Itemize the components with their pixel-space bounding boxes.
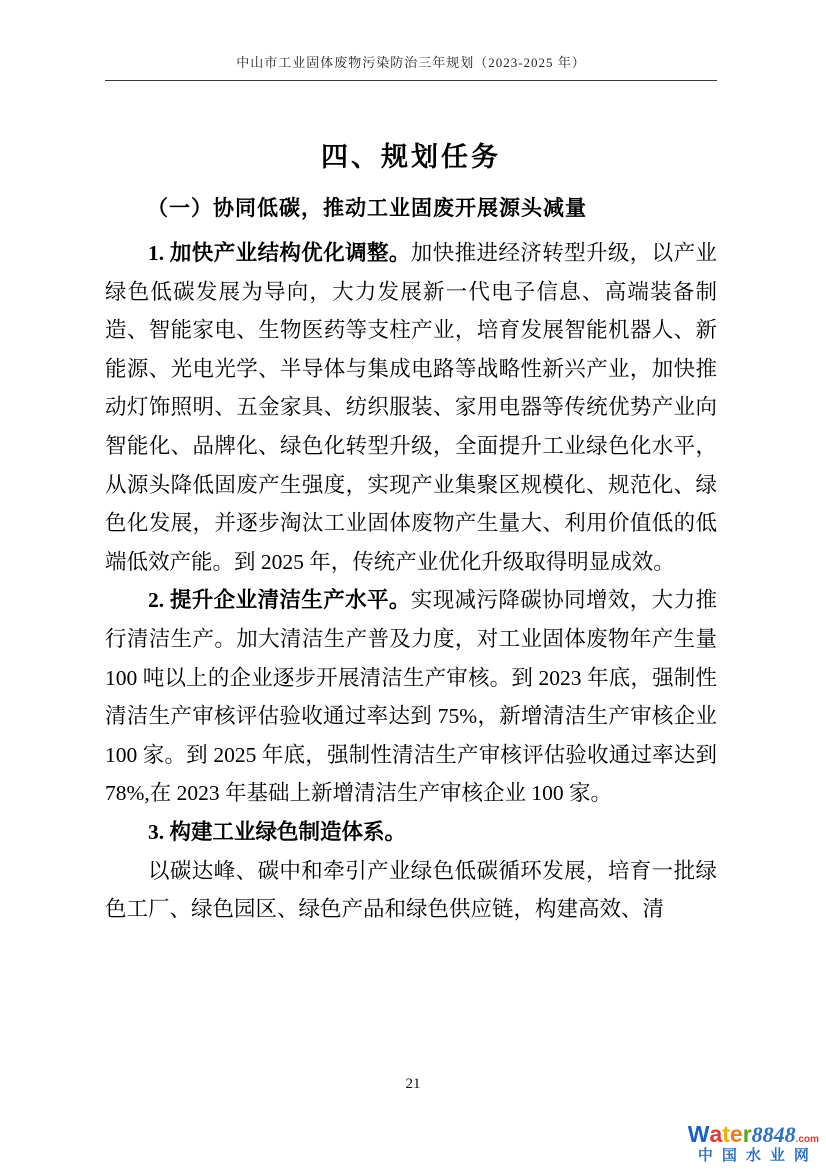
paragraph-2-text: 实现减污降碳协同增效，大力推行清洁生产。加大清洁生产普及力度，对工业固体废物年产生量 100 吨以上的企业逐步开展清洁生产审核。到 2023 年底，强制性清洁生产审核评估验收通过率达到 75%，新增清洁生产审核企业 100 家。到 2025 年底，强制性清洁生产审核评估验收通过率达到 78%,在 2023 年基础上新增清洁生产审核企业 100 家。 bbox=[105, 588, 717, 806]
water8848-watermark bbox=[688, 1122, 819, 1164]
running-title: 中山市工业固体废物污染防治三年规划（2023-2025 年） bbox=[236, 55, 586, 70]
watermark-letter: e bbox=[729, 1121, 743, 1148]
section-title: 四、规划任务 bbox=[321, 142, 501, 172]
paragraph-3-lead: 3. 构建工业绿色制造体系。 bbox=[148, 819, 407, 844]
paragraph-2-lead: 2. 提升企业清洁生产水平。 bbox=[148, 588, 411, 613]
watermark-subtitle: 中国水业网 bbox=[697, 1147, 818, 1165]
page-number: 21 bbox=[405, 1076, 421, 1092]
paragraph-4-text: 以碳达峰、碳中和牵引产业绿色低碳循环发展，培育一批绿色工厂、绿色园区、绿色产品和绿色供应链，构建高效、清 bbox=[105, 858, 717, 922]
watermark-letter: t bbox=[722, 1121, 730, 1148]
page-header bbox=[105, 52, 717, 81]
subsection-title: （一）协同低碳，推动工业固废开展源头减量 bbox=[147, 196, 587, 220]
document-body bbox=[105, 136, 717, 929]
watermark-letter: r bbox=[742, 1121, 752, 1148]
paragraph-3 bbox=[105, 813, 717, 852]
paragraph-4 bbox=[105, 852, 717, 929]
paragraph-1-text: 加快推进经济转型升级，以产业绿色低碳发展为导向，大力发展新一代电子信息、高端装备制造、智能家电、生物医药等支柱产业，培育发展智能机器人、新能源、光电光学、半导体与集成电路等战略性新兴产业，加快推动灯饰照明、五金家具、纺织服装、家用电器等传统优势产业向智能化、品牌化、绿色化转型升级，全面提升工业绿色化水平，从源头降低固废产生强度，实现产业集聚区规模化、规范化、绿色化发展，并逐步淘汰工业固体废物产生量大、利用价值低的低端低效产能。到 2025 年，传统产业优化升级取得明显成效。 bbox=[105, 241, 717, 574]
watermark-wordmark bbox=[688, 1122, 819, 1146]
paragraph-1-lead: 1. 加快产业结构优化调整。 bbox=[148, 241, 411, 265]
watermark-number: 8848 bbox=[751, 1122, 796, 1148]
paragraph-2 bbox=[105, 581, 717, 813]
watermark-letter: W bbox=[687, 1121, 710, 1148]
watermark-letter: a bbox=[709, 1121, 723, 1148]
paragraph-1 bbox=[105, 234, 717, 581]
watermark-domain: .com bbox=[795, 1134, 819, 1146]
